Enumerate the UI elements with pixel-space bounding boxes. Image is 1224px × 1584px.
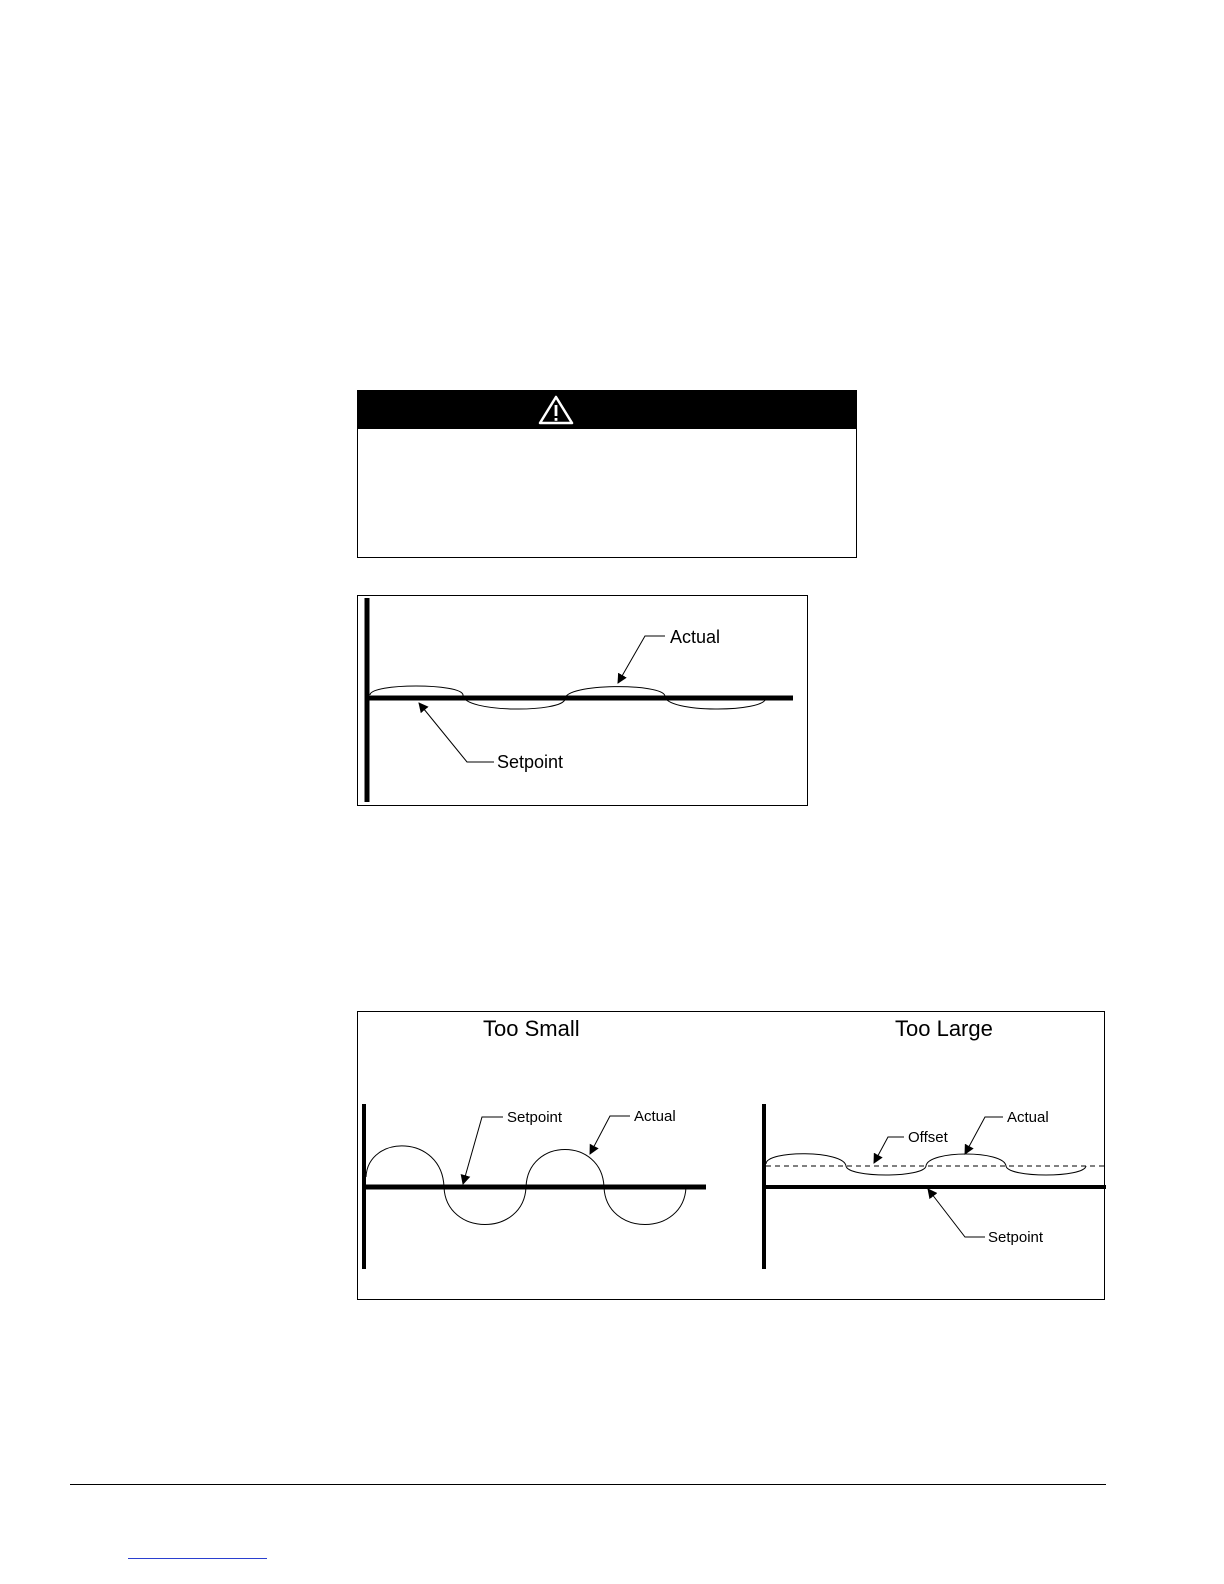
tuned-response-figure	[357, 595, 808, 806]
footer-link-underline[interactable]	[128, 1558, 267, 1559]
gain-comparison-figure	[357, 1011, 1105, 1300]
right-offset-leader	[874, 1137, 904, 1163]
gain-comparison-diagram	[358, 1012, 1106, 1301]
left-actual-label: Actual	[634, 1108, 676, 1125]
tuned-response-diagram	[358, 596, 809, 807]
left-setpoint-label: Setpoint	[507, 1109, 563, 1126]
footer-rule	[70, 1484, 1106, 1485]
actual-label: Actual	[670, 627, 721, 647]
too-large-title: Too Large	[895, 1016, 993, 1041]
warning-triangle-icon	[538, 394, 574, 426]
right-setpoint-label: Setpoint	[988, 1229, 1044, 1246]
warning-header	[358, 391, 856, 429]
right-actual-curve	[766, 1154, 1086, 1175]
warning-callout	[357, 390, 857, 558]
right-actual-label: Actual	[1007, 1109, 1049, 1126]
left-actual-leader	[590, 1116, 630, 1154]
too-small-title: Too Small	[483, 1016, 580, 1041]
setpoint-label: Setpoint	[497, 752, 564, 772]
left-setpoint-leader	[463, 1117, 503, 1184]
right-setpoint-leader	[928, 1189, 985, 1237]
right-actual-leader	[965, 1117, 1003, 1154]
right-offset-label: Offset	[908, 1129, 948, 1146]
actual-leader	[618, 636, 665, 683]
setpoint-leader	[419, 703, 494, 762]
